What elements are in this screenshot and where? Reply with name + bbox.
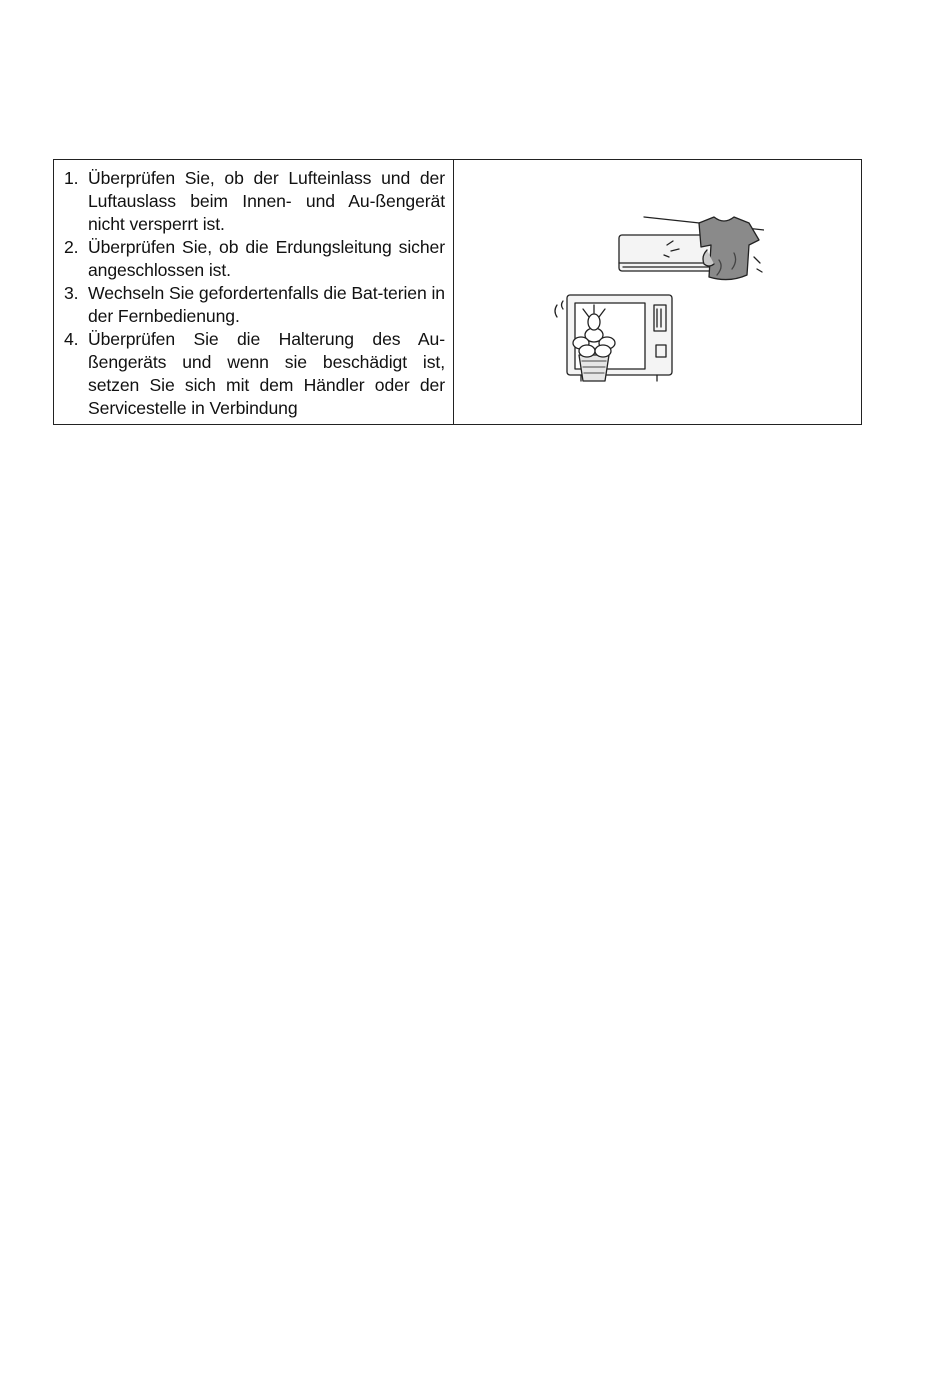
checklist-step — [62, 167, 445, 236]
checklist-steps — [62, 167, 445, 420]
checklist-step — [62, 236, 445, 282]
checklist-step — [62, 282, 445, 328]
checklist-step — [62, 328, 445, 420]
step-text: Überprüfen Sie, ob die Erdungsleitung sicher angeschlossen ist. — [88, 237, 445, 280]
step-number: 2. — [64, 237, 79, 257]
step-number: 1. — [64, 168, 79, 188]
illustration-cell — [454, 160, 861, 424]
checklist-text-cell — [54, 160, 454, 424]
step-number: 3. — [64, 283, 79, 303]
step-text: Überprüfen Sie, ob der Lufteinlass und der Luftauslass beim Innen- und Au-ßengerät nicht versperrt ist. — [88, 168, 445, 234]
step-number: 4. — [64, 329, 79, 349]
step-text: Überprüfen Sie die Halterung des Au-ßengeräts und wenn sie beschädigt ist, setzen Sie sich mit dem Händler oder der Servicestelle in Verbindung — [88, 329, 445, 418]
step-text: Wechseln Sie gefordertenfalls die Bat-terien in der Fernbedienung. — [88, 283, 445, 326]
air-conditioner-obstruction-illustration-icon — [549, 205, 764, 385]
maintenance-checklist-table — [53, 159, 862, 425]
